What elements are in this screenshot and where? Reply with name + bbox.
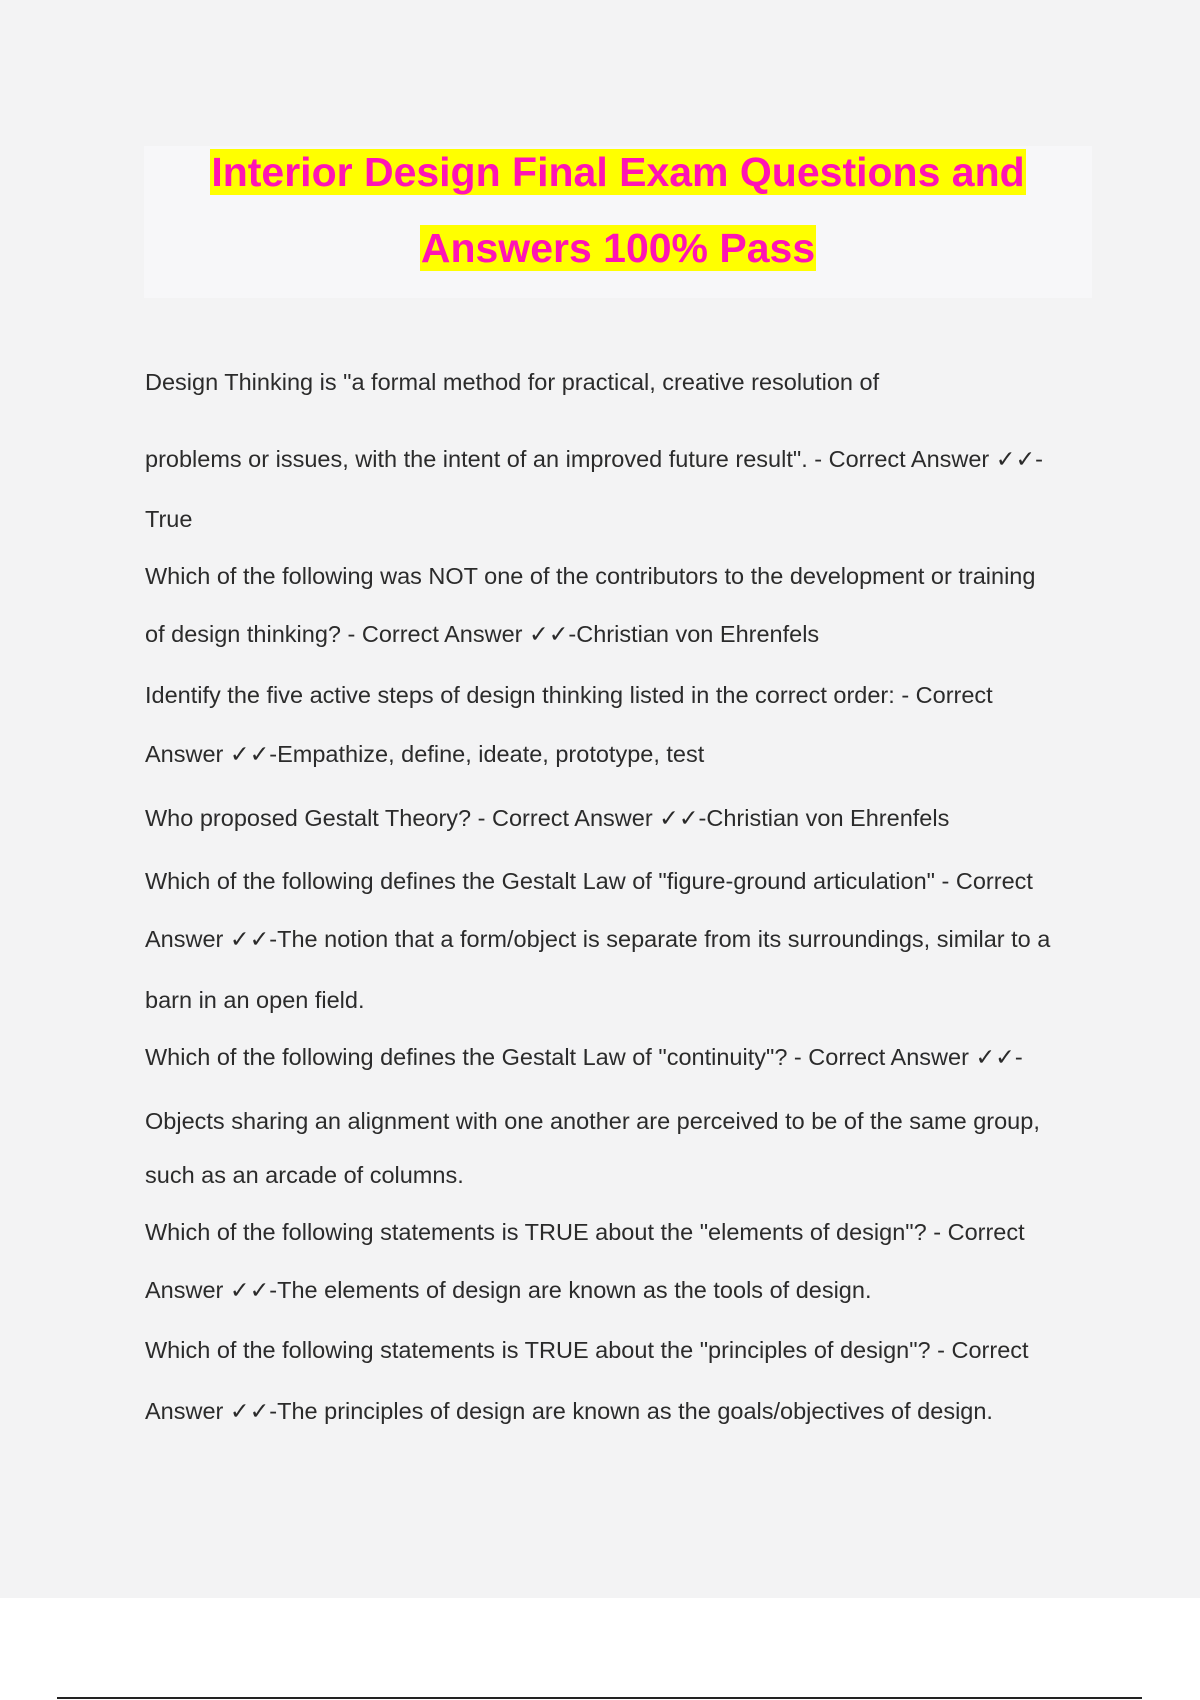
body-line-4: Which of the following was NOT one of the contributors to the development or training (145, 563, 1036, 589)
body-line-13: Objects sharing an alignment with one another are perceived to be of the same group, (145, 1108, 1040, 1134)
footer-divider (57, 1697, 1142, 1699)
body-line-11: barn in an open field. (145, 987, 365, 1013)
body-line-18: Answer ✓✓-The principles of design are known as the goals/objectives of design. (145, 1398, 993, 1424)
title-text-line-1: Interior Design Final Exam Questions and (211, 149, 1025, 195)
body-line-14: such as an arcade of columns. (145, 1162, 464, 1188)
body-line-10: Answer ✓✓-The notion that a form/object is separate from its surroundings, similar to a (145, 926, 1051, 952)
body-line-8: Who proposed Gestalt Theory? - Correct Answer ✓✓-Christian von Ehrenfels (145, 805, 950, 831)
body-line-3: True (145, 506, 193, 532)
body-line-5: of design thinking? - Correct Answer ✓✓-Christian von Ehrenfels (145, 621, 820, 647)
title-block (144, 146, 1092, 298)
body-line-2: problems or issues, with the intent of an improved future result". - Correct Answer ✓✓- (145, 446, 1043, 472)
body-line-12: Which of the following defines the Gestalt Law of "continuity"? - Correct Answer ✓✓- (145, 1044, 1023, 1070)
body-line-6: Identify the five active steps of design thinking listed in the correct order: - Correct (145, 682, 993, 708)
body-line-7: Answer ✓✓-Empathize, define, ideate, prototype, test (145, 741, 705, 767)
title-text-line-2: Answers 100% Pass (420, 225, 816, 271)
body-line-1: Design Thinking is "a formal method for practical, creative resolution of (145, 369, 880, 395)
body-line-15: Which of the following statements is TRUE about the "elements of design"? - Correct (145, 1219, 1025, 1245)
title-line-1 (144, 146, 1092, 198)
body-line-9: Which of the following defines the Gestalt Law of "figure-ground articulation" - Correct (145, 868, 1033, 894)
body-line-17: Which of the following statements is TRUE about the "principles of design"? - Correct (145, 1337, 1029, 1363)
body-line-16: Answer ✓✓-The elements of design are known as the tools of design. (145, 1277, 872, 1303)
title-line-2 (144, 222, 1092, 274)
